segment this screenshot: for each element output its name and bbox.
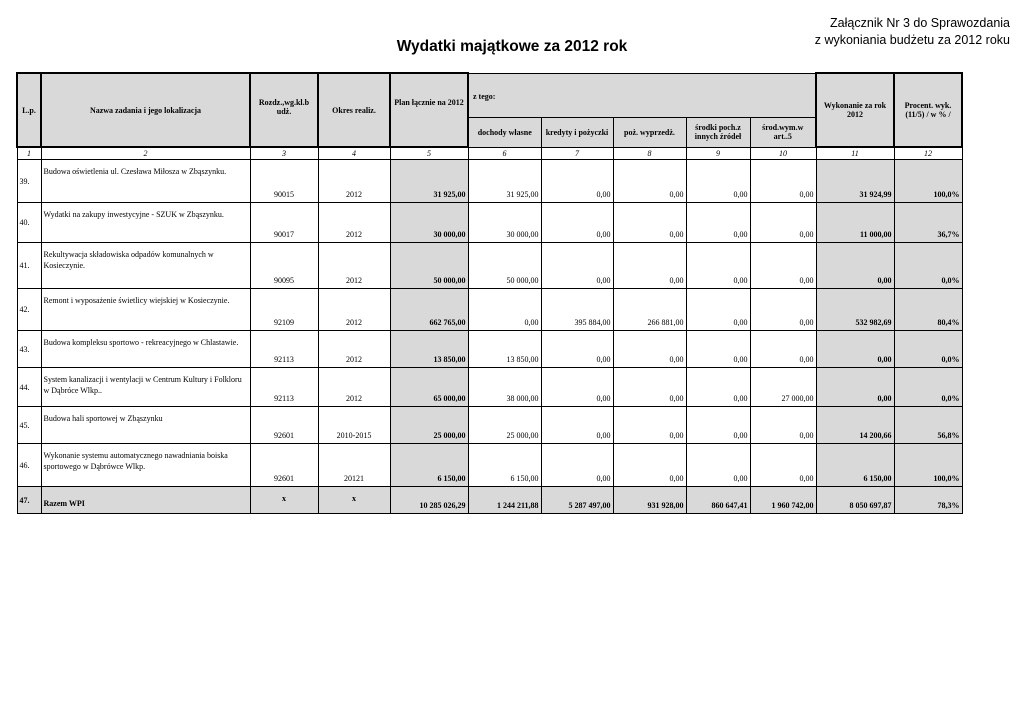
cell-srodki: 0,00	[686, 243, 750, 289]
cell-lp: 44.	[17, 368, 41, 407]
cell-srod: 27 000,00	[750, 368, 816, 407]
colnum-12: 12	[894, 147, 962, 160]
header-srodki: środki poch.z innych źródeł	[686, 117, 750, 147]
header-srod: środ.wym.w art..5	[750, 117, 816, 147]
colnum-4: 4	[318, 147, 390, 160]
cell-poz: 266 881,00	[613, 289, 686, 331]
cell-srod: 1 960 742,00	[750, 487, 816, 514]
cell-srodki: 0,00	[686, 203, 750, 243]
cell-srodki: 860 647,41	[686, 487, 750, 514]
cell-kredyty: 395 884,00	[541, 289, 613, 331]
header-rozdz: Rozdz.,wg.kl.b udż.	[250, 73, 318, 147]
cell-proc: 0,0%	[894, 368, 962, 407]
cell-poz: 0,00	[613, 331, 686, 368]
cell-wyk: 0,00	[816, 368, 894, 407]
cell-wyk: 11 000,00	[816, 203, 894, 243]
header-proc: Procent. wyk. (11/5) / w % /	[894, 73, 962, 147]
cell-kredyty: 5 287 497,00	[541, 487, 613, 514]
cell-lp: 43.	[17, 331, 41, 368]
colnum-8: 8	[613, 147, 686, 160]
cell-poz: 0,00	[613, 368, 686, 407]
cell-poz: 0,00	[613, 407, 686, 444]
cell-okres: x	[318, 487, 390, 514]
table-row	[17, 368, 962, 407]
table-row	[17, 243, 962, 289]
cell-kredyty: 0,00	[541, 160, 613, 203]
cell-wyk: 8 050 697,87	[816, 487, 894, 514]
cell-poz: 0,00	[613, 160, 686, 203]
colnum-7: 7	[541, 147, 613, 160]
cell-okres: 20121	[318, 444, 390, 487]
cell-srod: 0,00	[750, 331, 816, 368]
cell-proc: 0,0%	[894, 331, 962, 368]
cell-plan: 10 285 026,29	[390, 487, 468, 514]
cell-kredyty: 0,00	[541, 203, 613, 243]
colnum-2: 2	[41, 147, 250, 160]
cell-kredyty: 0,00	[541, 444, 613, 487]
colnum-1: 1	[17, 147, 41, 160]
header-poz: poż. wyprzedż.	[613, 117, 686, 147]
cell-kredyty: 0,00	[541, 243, 613, 289]
header-lp: L.p.	[17, 73, 41, 147]
cell-poz: 0,00	[613, 444, 686, 487]
cell-rozdz: x	[250, 487, 318, 514]
total-row	[17, 487, 962, 514]
cell-name: System kanalizacji i wentylacji w Centrum Kultury i Folkloru w Dąbróce Wlkp..	[41, 368, 250, 407]
cell-rozdz: 92113	[250, 331, 318, 368]
cell-lp: 39.	[17, 160, 41, 203]
cell-srod: 0,00	[750, 444, 816, 487]
colnum-9: 9	[686, 147, 750, 160]
cell-wyk: 14 200,66	[816, 407, 894, 444]
cell-proc: 100,0%	[894, 444, 962, 487]
table-row	[17, 331, 962, 368]
cell-name: Budowa oświetlenia ul. Czesława Miłosza w Zbąszynku.	[41, 160, 250, 203]
cell-plan: 50 000,00	[390, 243, 468, 289]
cell-rozdz: 92113	[250, 368, 318, 407]
cell-rozdz: 92601	[250, 444, 318, 487]
cell-name: Wydatki na zakupy inwestycyjne - SZUK w Zbąszynku.	[41, 203, 250, 243]
cell-lp: 41.	[17, 243, 41, 289]
cell-kredyty: 0,00	[541, 407, 613, 444]
cell-plan: 6 150,00	[390, 444, 468, 487]
cell-name: Remont i wyposażenie świetlicy wiejskiej w Kosieczynie.	[41, 289, 250, 331]
cell-proc: 100,0%	[894, 160, 962, 203]
cell-dochody: 1 244 211,88	[468, 487, 541, 514]
table-row	[17, 160, 962, 203]
header-name: Nazwa zadania i jego lokalizacja	[41, 73, 250, 147]
cell-poz: 931 928,00	[613, 487, 686, 514]
cell-dochody: 13 850,00	[468, 331, 541, 368]
cell-lp: 42.	[17, 289, 41, 331]
cell-name: Budowa hali sportowej w Zbąszynku	[41, 407, 250, 444]
cell-plan: 25 000,00	[390, 407, 468, 444]
annex-line-1: Załącznik Nr 3 do Sprawozdania	[830, 16, 1010, 30]
cell-name: Rekultywacja składowiska odpadów komunalnych w Kosieczynie.	[41, 243, 250, 289]
cell-srodki: 0,00	[686, 368, 750, 407]
cell-dochody: 0,00	[468, 289, 541, 331]
cell-okres: 2012	[318, 289, 390, 331]
cell-rozdz: 90017	[250, 203, 318, 243]
cell-proc: 36,7%	[894, 203, 962, 243]
cell-srod: 0,00	[750, 160, 816, 203]
cell-plan: 65 000,00	[390, 368, 468, 407]
cell-okres: 2010-2015	[318, 407, 390, 444]
cell-plan: 662 765,00	[390, 289, 468, 331]
cell-okres: 2012	[318, 331, 390, 368]
cell-name: Wykonanie systemu automatycznego nawadniania boiska sportowego w Dąbrówce Wlkp.	[41, 444, 250, 487]
cell-dochody: 38 000,00	[468, 368, 541, 407]
cell-poz: 0,00	[613, 203, 686, 243]
cell-dochody: 25 000,00	[468, 407, 541, 444]
cell-rozdz: 92109	[250, 289, 318, 331]
cell-name: Razem WPI	[41, 487, 250, 514]
cell-rozdz: 92601	[250, 407, 318, 444]
cell-proc: 80,4%	[894, 289, 962, 331]
cell-dochody: 50 000,00	[468, 243, 541, 289]
header-wyk: Wykonanie za rok 2012	[816, 73, 894, 147]
colnum-10: 10	[750, 147, 816, 160]
cell-dochody: 31 925,00	[468, 160, 541, 203]
cell-srodki: 0,00	[686, 407, 750, 444]
cell-srodki: 0,00	[686, 331, 750, 368]
cell-proc: 56,8%	[894, 407, 962, 444]
cell-wyk: 0,00	[816, 243, 894, 289]
header-plan: Plan łącznie na 2012	[390, 73, 468, 147]
cell-proc: 78,3%	[894, 487, 962, 514]
table-row	[17, 289, 962, 331]
cell-name: Budowa kompleksu sportowo - rekreacyjnego w Chlastawie.	[41, 331, 250, 368]
header-dochody: dochody własne	[468, 117, 541, 147]
cell-okres: 2012	[318, 368, 390, 407]
annex-line-2: z wykoniania budżetu za 2012 roku	[814, 33, 1010, 47]
cell-poz: 0,00	[613, 243, 686, 289]
cell-wyk: 31 924,99	[816, 160, 894, 203]
cell-lp: 45.	[17, 407, 41, 444]
cell-srod: 0,00	[750, 289, 816, 331]
page-title: Wydatki majątkowe za 2012 rok	[396, 38, 628, 55]
colnum-11: 11	[816, 147, 894, 160]
cell-wyk: 532 982,69	[816, 289, 894, 331]
cell-srodki: 0,00	[686, 444, 750, 487]
cell-kredyty: 0,00	[541, 368, 613, 407]
cell-srod: 0,00	[750, 407, 816, 444]
cell-plan: 13 850,00	[390, 331, 468, 368]
cell-okres: 2012	[318, 243, 390, 289]
cell-rozdz: 90015	[250, 160, 318, 203]
expenditure-table	[16, 72, 963, 514]
cell-rozdz: 90095	[250, 243, 318, 289]
cell-okres: 2012	[318, 203, 390, 243]
cell-okres: 2012	[318, 160, 390, 203]
cell-lp: 40.	[17, 203, 41, 243]
cell-srod: 0,00	[750, 203, 816, 243]
cell-plan: 30 000,00	[390, 203, 468, 243]
colnum-5: 5	[390, 147, 468, 160]
header-ztego: z tego:	[468, 73, 816, 117]
table-row	[17, 444, 962, 487]
cell-lp: 47.	[17, 487, 41, 514]
cell-wyk: 0,00	[816, 331, 894, 368]
cell-wyk: 6 150,00	[816, 444, 894, 487]
cell-srod: 0,00	[750, 243, 816, 289]
cell-lp: 46.	[17, 444, 41, 487]
table-row	[17, 203, 962, 243]
cell-dochody: 6 150,00	[468, 444, 541, 487]
cell-kredyty: 0,00	[541, 331, 613, 368]
cell-srodki: 0,00	[686, 289, 750, 331]
colnum-3: 3	[250, 147, 318, 160]
cell-plan: 31 925,00	[390, 160, 468, 203]
cell-srodki: 0,00	[686, 160, 750, 203]
table-row	[17, 407, 962, 444]
header-kredyty: kredyty i pożyczki	[541, 117, 613, 147]
header-okres: Okres realiz.	[318, 73, 390, 147]
colnum-6: 6	[468, 147, 541, 160]
cell-proc: 0,0%	[894, 243, 962, 289]
cell-dochody: 30 000,00	[468, 203, 541, 243]
column-numbers-row	[17, 147, 962, 160]
